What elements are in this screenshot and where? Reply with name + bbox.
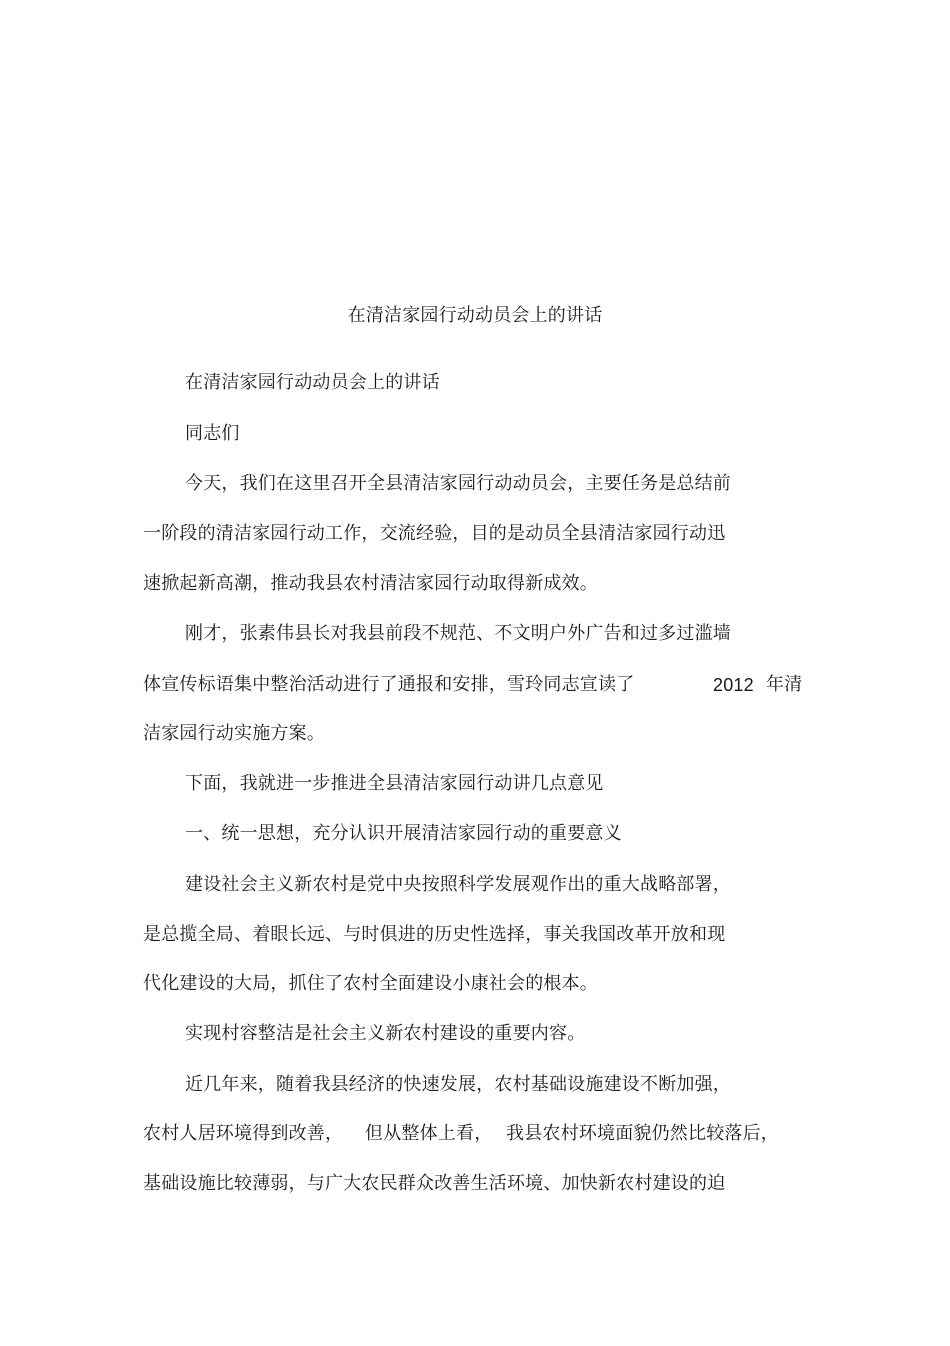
paragraph-6-line-1: 近几年来，随着我县经济的快速发展，农村基础设施建设不断加强， bbox=[185, 1074, 731, 1095]
paragraph-6-line-2-part-1: 农村人居环境得到改善， bbox=[143, 1123, 344, 1144]
paragraph-2-year: 2012 bbox=[713, 675, 754, 695]
paragraph-4-line-2: 是总揽全局、着眼长远、与时俱进的历史性选择，事关我国改革开放和现 bbox=[143, 924, 726, 945]
paragraph-1-line-2: 一阶段的清洁家园行动工作，交流经验，目的是动员全县清洁家园行动迅 bbox=[143, 523, 726, 544]
section-heading-1: 一、统一思想，充分认识开展清洁家园行动的重要意义 bbox=[185, 823, 622, 844]
paragraph-2-line-3: 洁家园行动实施方案。 bbox=[143, 723, 325, 744]
paragraph-2-line-2-end: 年清 bbox=[766, 674, 803, 695]
paragraph-5: 实现村容整洁是社会主义新农村建设的重要内容。 bbox=[185, 1023, 586, 1044]
document-title: 在清洁家园行动动员会上的讲话 bbox=[347, 305, 603, 326]
document-subtitle: 在清洁家园行动动员会上的讲话 bbox=[185, 372, 440, 393]
salutation: 同志们 bbox=[185, 423, 240, 444]
paragraph-4-line-3: 代化建设的大局，抓住了农村全面建设小康社会的根本。 bbox=[143, 973, 598, 994]
paragraph-2-line-2: 体宣传标语集中整治活动进行了通报和安排，雪玲同志宣读了 bbox=[143, 674, 635, 695]
paragraph-6-line-3: 基础设施比较薄弱，与广大农民群众改善生活环境、加快新农村建设的迫 bbox=[143, 1173, 726, 1194]
paragraph-4-line-1: 建设社会主义新农村是党中央按照科学发展观作出的重大战略部署， bbox=[185, 874, 731, 895]
paragraph-3: 下面，我就进一步推进全县清洁家园行动讲几点意见 bbox=[185, 773, 604, 794]
paragraph-6-line-2-part-2: 但从整体上看， bbox=[365, 1123, 493, 1144]
paragraph-1-line-1: 今天，我们在这里召开全县清洁家园行动动员会，主要任务是总结前 bbox=[185, 473, 731, 494]
paragraph-6-line-2-part-3: 我县农村环境面貌仍然比较落后， bbox=[506, 1123, 779, 1144]
paragraph-1-line-3: 速掀起新高潮，推动我县农村清洁家园行动取得新成效。 bbox=[143, 573, 598, 594]
paragraph-2-line-1: 刚才，张素伟县长对我县前段不规范、不文明户外广告和过多过滥墙 bbox=[185, 623, 731, 644]
